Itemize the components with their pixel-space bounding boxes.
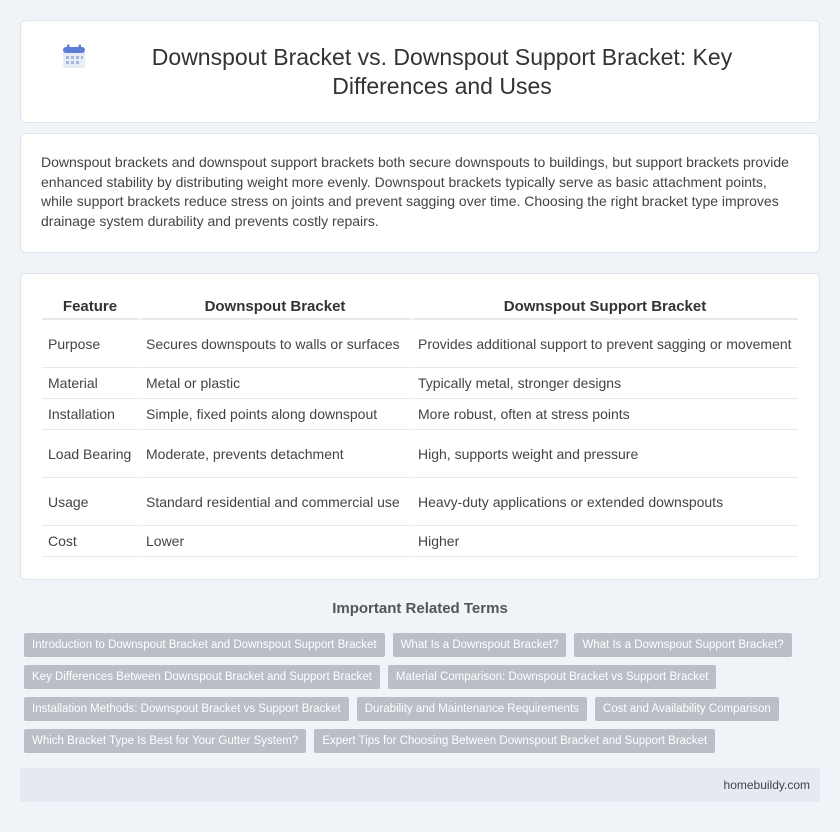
intro-paragraph: Downspout brackets and downspout support brackets both secure downspouts to buildings, but support brackets provide enhanced stability by distributing weight more evenly. Downspout brackets typically serve as basic attachment points, while support brackets reduce stress on joints and prevent sagging over time. Choosing the right bracket type improves drainage system durability and prevents costly repairs.: [41, 154, 789, 229]
related-terms-list: [24, 633, 824, 761]
feature-cell: Installation: [42, 399, 140, 430]
bracket-cell: Lower: [140, 526, 412, 557]
feature-cell: Load Bearing: [42, 430, 140, 478]
calendar-icon: [61, 44, 87, 70]
related-term-tag[interactable]: Installation Methods: Downspout Bracket vs Support Bracket: [24, 697, 349, 721]
bracket-cell: Secures downspouts to walls or surfaces: [140, 320, 412, 368]
support-bracket-cell: Higher: [412, 526, 798, 557]
header-feature: Feature: [42, 294, 140, 320]
feature-cell: Usage: [42, 478, 140, 526]
related-terms-title: Important Related Terms: [332, 600, 508, 617]
page-title: Downspout Bracket vs. Downspout Support Bracket: Key Differences and Uses: [151, 43, 733, 99]
header-downspout-bracket: Downspout Bracket: [140, 294, 412, 320]
tag-row: [24, 697, 824, 721]
comparison-card: [20, 273, 820, 580]
table-row: [42, 526, 798, 557]
table-row: [42, 399, 798, 430]
related-term-tag[interactable]: Which Bracket Type Is Best for Your Gutter System?: [24, 729, 306, 753]
support-bracket-cell: High, supports weight and pressure: [412, 430, 798, 478]
support-bracket-cell: Heavy-duty applications or extended downspouts: [412, 478, 798, 526]
support-bracket-cell: More robust, often at stress points: [412, 399, 798, 430]
table-row: [42, 368, 798, 399]
tag-row: [24, 665, 824, 689]
support-bracket-cell: Provides additional support to prevent sagging or movement: [412, 320, 798, 368]
bracket-cell: Metal or plastic: [140, 368, 412, 399]
tag-row: [24, 633, 824, 657]
table-row: [42, 320, 798, 368]
header-support-bracket: Downspout Support Bracket: [412, 294, 798, 320]
intro-card: [20, 133, 820, 253]
feature-cell: Purpose: [42, 320, 140, 368]
table-row: [42, 478, 798, 526]
feature-cell: Cost: [42, 526, 140, 557]
footer: [20, 768, 820, 802]
bracket-cell: Moderate, prevents detachment: [140, 430, 412, 478]
feature-cell: Material: [42, 368, 140, 399]
related-term-tag[interactable]: Introduction to Downspout Bracket and Downspout Support Bracket: [24, 633, 385, 657]
comparison-table: [42, 294, 798, 557]
tag-row: [24, 729, 824, 753]
related-term-tag[interactable]: What Is a Downspout Support Bracket?: [574, 633, 791, 657]
support-bracket-cell: Typically metal, stronger designs: [412, 368, 798, 399]
related-term-tag[interactable]: Durability and Maintenance Requirements: [357, 697, 587, 721]
table-header-row: [42, 294, 798, 320]
table-row: [42, 430, 798, 478]
bracket-cell: Simple, fixed points along downspout: [140, 399, 412, 430]
bracket-cell: Standard residential and commercial use: [140, 478, 412, 526]
related-term-tag[interactable]: Key Differences Between Downspout Bracket and Support Bracket: [24, 665, 380, 689]
related-term-tag[interactable]: What Is a Downspout Bracket?: [393, 633, 567, 657]
footer-site-link[interactable]: homebuildy.com: [723, 778, 810, 792]
related-term-tag[interactable]: Expert Tips for Choosing Between Downspout Bracket and Support Bracket: [314, 729, 715, 753]
title-card: [20, 20, 820, 123]
related-term-tag[interactable]: Cost and Availability Comparison: [595, 697, 779, 721]
related-term-tag[interactable]: Material Comparison: Downspout Bracket vs Support Bracket: [388, 665, 717, 689]
